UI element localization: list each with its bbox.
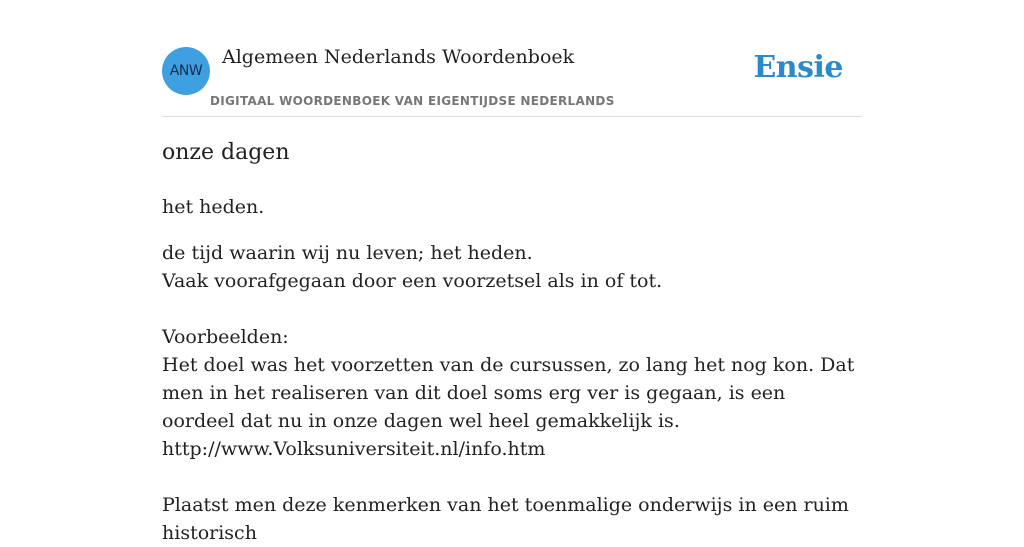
- definition-text: de tijd waarin wij nu leven; het heden.: [162, 242, 533, 264]
- example-text: Het doel was het voorzetten van de cursussen, zo lang het nog kon. Dat men in het realiseren van dit doel soms erg ver is gegaan, is een oordeel dat nu in onze dagen wel heel gemakkelijk is.: [162, 354, 855, 432]
- dictionary-page: [162, 0, 862, 544]
- example-source: http://www.Volksuniversiteit.nl/info.htm: [162, 438, 546, 460]
- usage-note: Vaak voorafgegaan door een voorzetsel als in of tot.: [162, 270, 663, 292]
- entry-headword: onze dagen: [162, 140, 290, 165]
- spacer: [162, 295, 862, 323]
- dictionary-title[interactable]: Algemeen Nederlands Woordenboek: [222, 46, 575, 68]
- short-definition: het heden.: [162, 196, 265, 218]
- anw-logo-icon[interactable]: [162, 47, 210, 95]
- spacer: [162, 463, 862, 491]
- examples-label: Voorbeelden:: [162, 326, 289, 348]
- logo-text: ANW: [169, 63, 203, 79]
- dictionary-subtitle: DIGITAAL WOORDENBOEK VAN EIGENTIJDSE NEDERLANDS: [210, 94, 615, 108]
- entry-body: [162, 239, 862, 547]
- example-text: Plaatst men deze kenmerken van het toenmalige onderwijs in een ruim historisch: [162, 494, 849, 544]
- site-header: [162, 0, 862, 117]
- ensie-brand-link[interactable]: Ensie: [753, 50, 843, 85]
